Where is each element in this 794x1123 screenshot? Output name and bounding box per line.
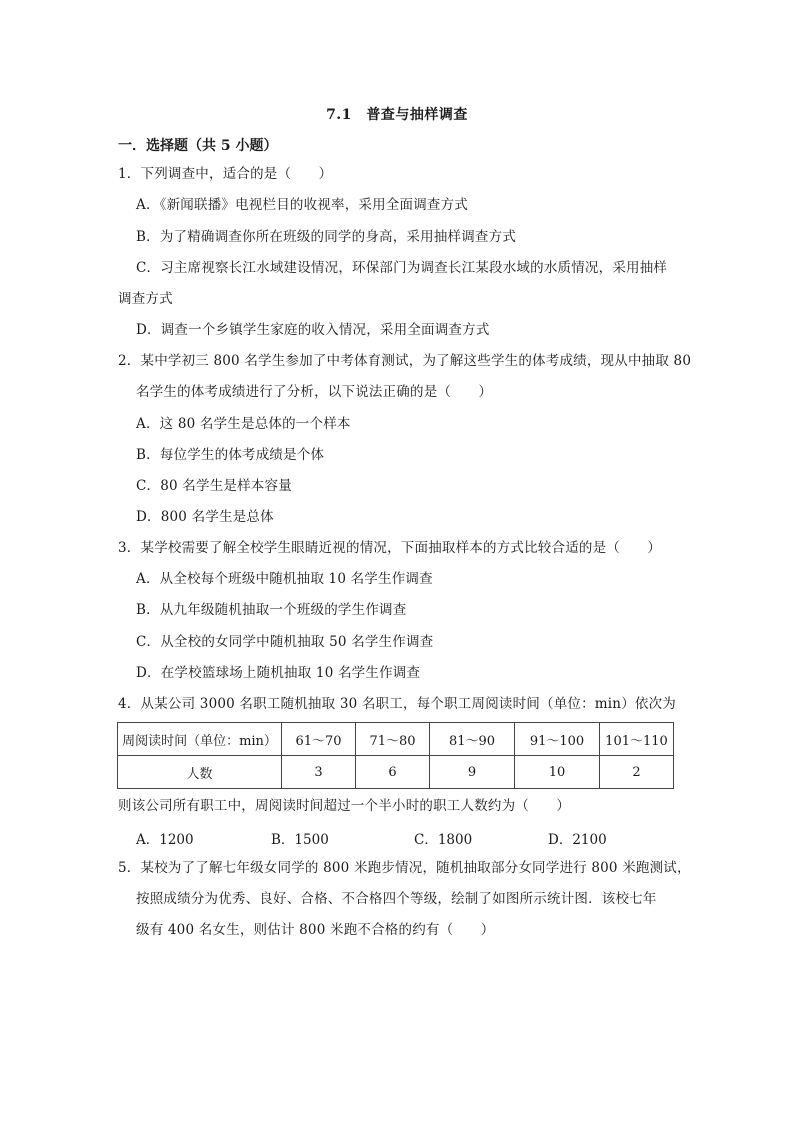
table-cell: 人数 (118, 756, 282, 789)
q2-option-d: D．800 名学生是总体 (136, 509, 274, 525)
table-cell: 2 (600, 756, 674, 789)
q3-stem: 3．某学校需要了解全校学生眼睛近视的情况，下面抽取样本的方式比较合适的是（ ） (118, 540, 662, 556)
q2-option-a: A．这 80 名学生是总体的一个样本 (136, 416, 351, 432)
q3-option-a: A．从全校每个班级中随机抽取 10 名学生作调查 (136, 571, 433, 587)
q2-option-b: B．每位学生的体考成绩是个体 (136, 447, 325, 463)
q4-option-a: A．1200 (136, 832, 194, 848)
table-cell: 91～100 (515, 723, 600, 756)
section-heading: 一．选择题（共 5 小题） (118, 138, 278, 154)
table-cell: 61～70 (282, 723, 356, 756)
table-cell: 81～90 (430, 723, 515, 756)
q1-option-b: B．为了精确调查你所在班级的同学的身高，采用抽样调查方式 (136, 229, 517, 245)
q5-stem: 5．某校为了了解七年级女同学的 800 米跑步情况，随机抽取部分女同学进行 800 米跑测试， (118, 860, 691, 876)
table-cell: 3 (282, 756, 356, 789)
q3-option-d: D．在学校篮球场上随机抽取 10 名学生作调查 (136, 665, 421, 681)
table-cell: 10 (515, 756, 600, 789)
q1-option-a: A．《新闻联播》电视栏目的收视率，采用全面调查方式 (136, 197, 468, 213)
table-cell: 101～110 (600, 723, 674, 756)
q2-stem-cont: 名学生的体考成绩进行了分析，以下说法正确的是（ ） (136, 384, 493, 400)
table-cell: 周阅读时间（单位：min） (118, 723, 282, 756)
table-row (118, 723, 674, 756)
q4-stem: 4．从某公司 3000 名职工随机抽取 30 名职工，每个职工周阅读时间（单位：min）依次为 (118, 696, 677, 712)
q1-option-c: C．习主席视察长江水域建设情况，环保部门为调查长江某段水域的水质情况，采用抽样 (136, 260, 668, 276)
q4-option-b: B．1500 (271, 832, 329, 848)
q3-option-c: C．从全校的女同学中随机抽取 50 名学生作调查 (136, 634, 434, 650)
q5-stem-cont-2: 级有 400 名女生，则估计 800 米跑不合格的约有（ ） (136, 922, 495, 938)
q1-option-d: D．调查一个乡镇学生家庭的收入情况，采用全面调查方式 (136, 322, 490, 338)
q2-stem: 2．某中学初三 800 名学生参加了中考体育测试，为了解这些学生的体考成绩，现从中抽取 80 (118, 353, 692, 369)
q4-after-table: 则该公司所有职工中，周阅读时间超过一个半小时的职工人数约为（ ） (118, 798, 571, 814)
q1-stem: 1．下列调查中，适合的是（ ） (118, 166, 333, 182)
table-cell: 6 (356, 756, 430, 789)
page-title: 7.1 普查与抽样调查 (326, 107, 468, 123)
q5-stem-cont-1: 按照成绩分为优秀、良好、合格、不合格四个等级，绘制了如图所示统计图．该校七年 (136, 891, 657, 907)
table-cell: 71～80 (356, 723, 430, 756)
q4-option-c: C．1800 (414, 832, 473, 848)
q4-option-d: D．2100 (548, 832, 607, 848)
table-cell: 9 (430, 756, 515, 789)
q1-option-c-cont: 调查方式 (118, 291, 173, 307)
q3-option-b: B．从九年级随机抽取一个班级的学生作调查 (136, 602, 407, 618)
table-row (118, 756, 674, 789)
q2-option-c: C．80 名学生是样本容量 (136, 478, 292, 494)
reading-time-table (117, 722, 674, 789)
